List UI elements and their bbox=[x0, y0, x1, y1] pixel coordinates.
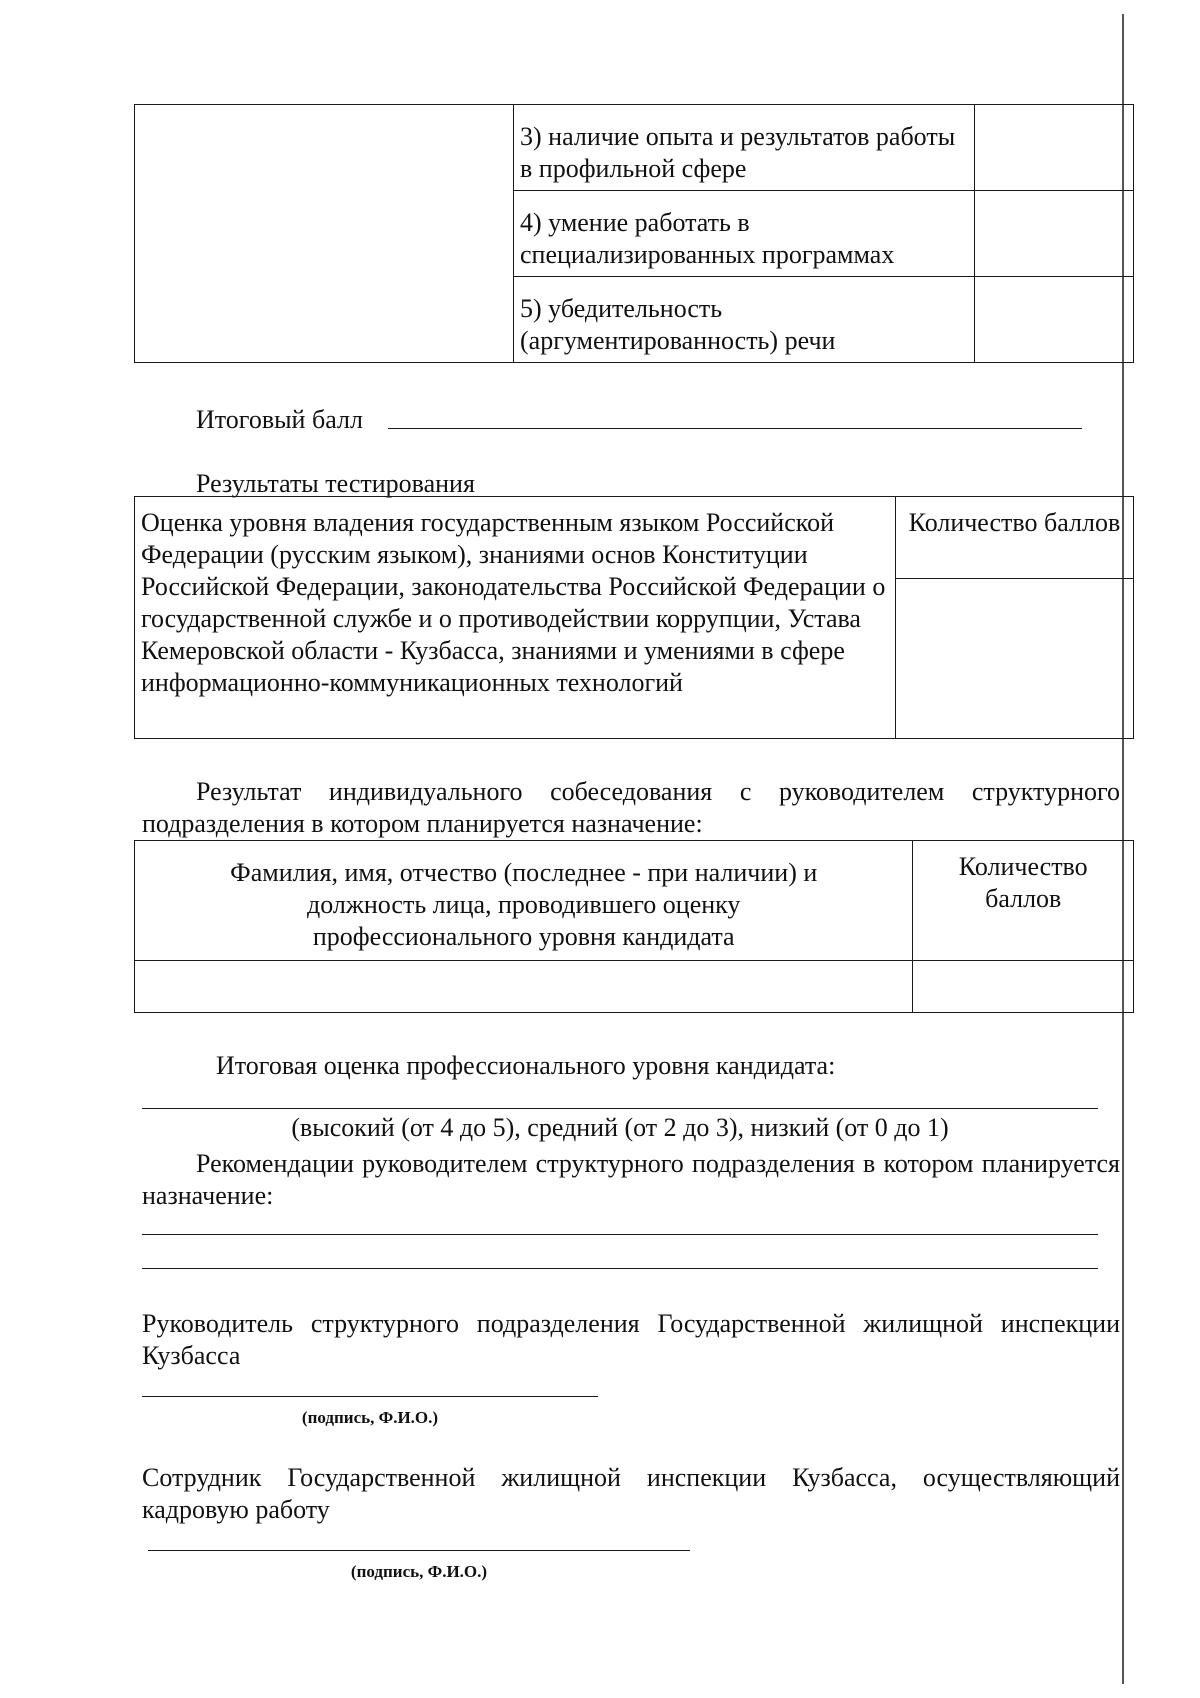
recommendations-line-1 bbox=[142, 1234, 1098, 1235]
criteria-table bbox=[134, 104, 1134, 363]
testing-score-cell bbox=[895, 579, 1133, 739]
final-assessment-scale: (высокий (от 4 до 5), средний (от 2 до 3), низкий (от 0 до 1) bbox=[291, 1113, 949, 1142]
interview-score-header: Количество баллов bbox=[913, 841, 1134, 961]
criteria-empty-cell bbox=[135, 105, 514, 363]
signature-head-line bbox=[142, 1396, 598, 1397]
total-score-label: Итоговый балл bbox=[196, 405, 363, 434]
final-assessment-label: Итоговая оценка профессионального уровня кандидата: bbox=[216, 1051, 836, 1080]
interview-table bbox=[134, 840, 1134, 1013]
criteria-row-4: 4) умение работать в специализированных программах bbox=[514, 191, 975, 277]
total-score-line bbox=[388, 428, 1082, 429]
testing-table bbox=[134, 496, 1134, 739]
testing-score-header: Количество баллов bbox=[895, 497, 1133, 579]
criteria-score-cell bbox=[975, 105, 1134, 191]
recommendations-line-2 bbox=[142, 1268, 1098, 1269]
signature-head-title: Руководитель структурного подразделения Государственной жилищной инспекции Кузбасса bbox=[142, 1309, 1120, 1370]
testing-heading: Результаты тестирования bbox=[196, 469, 475, 498]
interview-name-cell bbox=[135, 961, 913, 1013]
recommendations-label: Рекомендации руководителем структурного подразделения в котором планируется назначение: bbox=[142, 1149, 1120, 1210]
signature-hr-title: Сотрудник Государственной жилищной инспекции Кузбасса, осуществляющий кадровую работу bbox=[142, 1463, 1120, 1524]
interview-name-header: Фамилия, имя, отчество (последнее - при наличии) и должность лица, проводившего оценку профессионального уровня кандидата bbox=[135, 841, 913, 961]
interview-intro: Результат индивидуального собеседования с руководителем структурного подразделения в котором планируется назначение: bbox=[142, 777, 1120, 838]
signature-hr-line bbox=[148, 1550, 690, 1551]
signature-head-caption: (подпись, Ф.И.О.) bbox=[301, 1408, 439, 1427]
criteria-score-cell bbox=[975, 277, 1134, 363]
criteria-row-5: 5) убедительность (аргументированность) речи bbox=[514, 277, 975, 363]
interview-score-cell bbox=[913, 961, 1134, 1013]
criteria-row-3: 3) наличие опыта и результатов работы в профильной сфере bbox=[514, 105, 975, 191]
signature-hr-caption: (подпись, Ф.И.О.) bbox=[350, 1562, 488, 1581]
testing-description: Оценка уровня владения государственным языком Российской Федерации (русским языком), знаниями основ Конституции Российской Федерации, законодательства Российской Федерации о государственной службе и о противодействии коррупции, Устава Кемеровской области - Кузбасса, знаниями и умениями в сфере информационно-коммуникационных технологий bbox=[135, 497, 896, 739]
final-assessment-line bbox=[142, 1108, 1098, 1109]
criteria-score-cell bbox=[975, 191, 1134, 277]
